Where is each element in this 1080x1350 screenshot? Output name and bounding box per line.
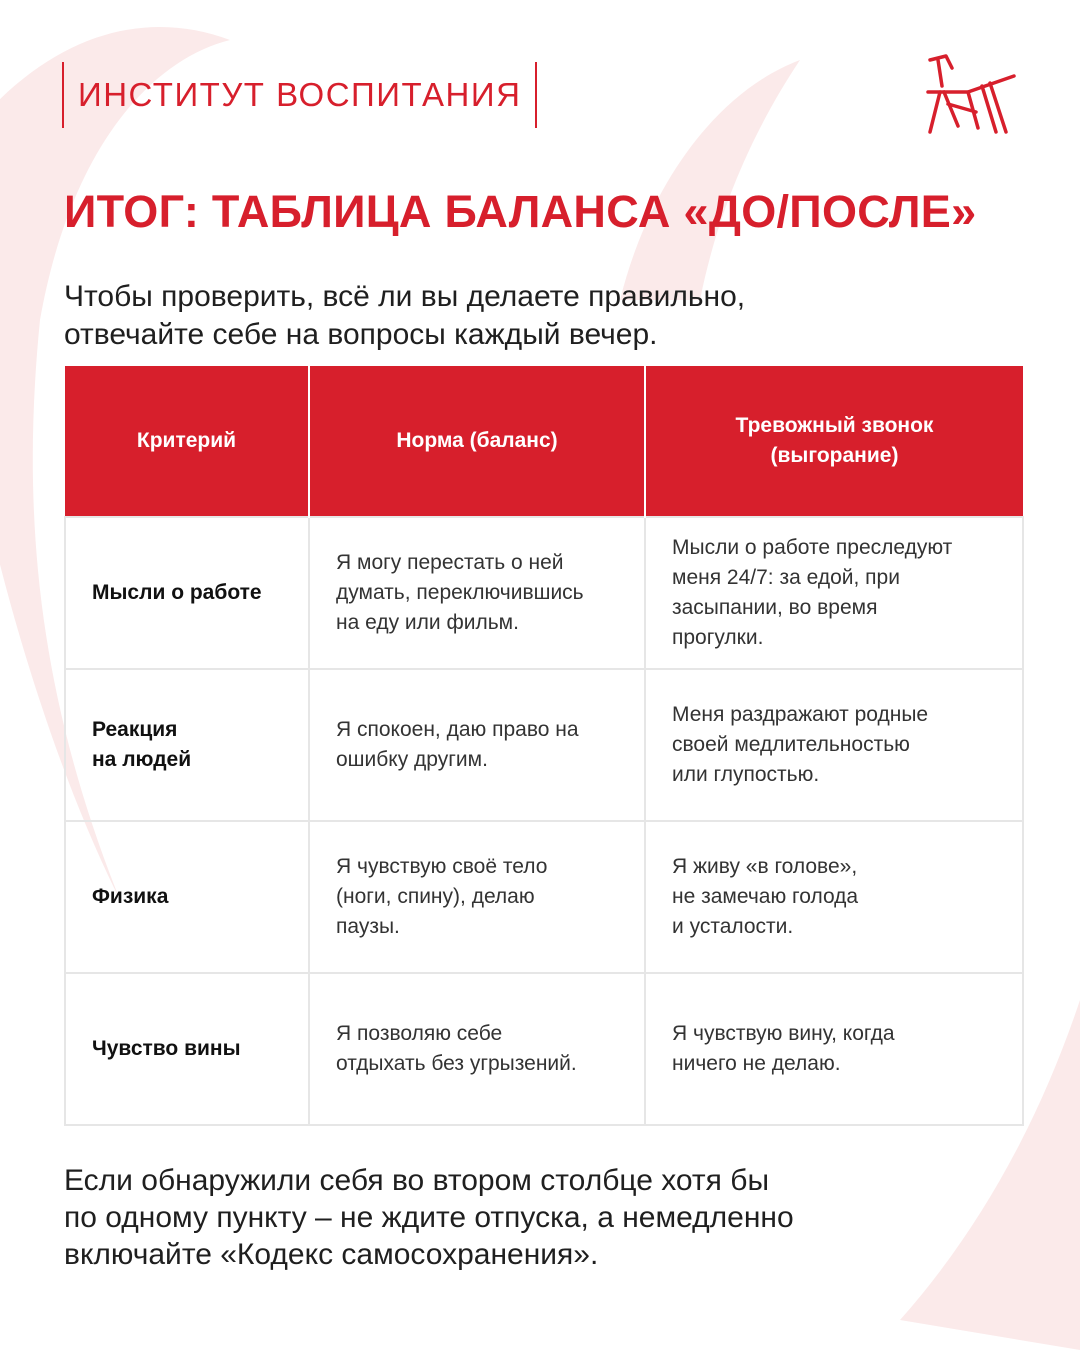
cell-line: Я чувствую вину, когда [672, 1022, 895, 1045]
cell-line: Я позволяю себе [336, 1022, 503, 1045]
conclusion-text [64, 1162, 794, 1273]
norm-cell [309, 973, 645, 1125]
table-row [65, 517, 1023, 669]
intro-text [64, 278, 745, 354]
cell-line: Физика [92, 885, 169, 908]
header-line: (выгорание) [770, 444, 899, 467]
table-row [65, 821, 1023, 973]
criterion-cell [65, 669, 309, 821]
cell-line: Мысли о работе [92, 581, 262, 604]
cell-line: думать, переключившись [336, 581, 584, 604]
cell-line: паузы. [336, 915, 400, 938]
header-criterion [65, 366, 309, 517]
header-alarm [645, 366, 1023, 517]
cell-line: отдыхать без угрызений. [336, 1052, 577, 1075]
alarm-cell [645, 517, 1023, 669]
intro-line: отвечайте себе на вопросы каждый вечер. [64, 318, 658, 351]
header-line: Критерий [136, 429, 237, 452]
norm-cell [309, 517, 645, 669]
header-line: Тревожный звонок [735, 414, 934, 437]
brand-name: ИНСТИТУТ ВОСПИТАНИЯ [78, 76, 522, 113]
table-header-row [65, 366, 1023, 517]
header-norm [309, 366, 645, 517]
cell-line: прогулки. [672, 626, 764, 649]
cell-line: и усталости. [672, 915, 794, 938]
criterion-cell [65, 821, 309, 973]
norm-cell [309, 821, 645, 973]
intro-line: Чтобы проверить, всё ли вы делаете правильно, [64, 280, 746, 313]
conclusion-line: Если обнаружили себя во втором столбце хотя бы [64, 1164, 769, 1197]
cell-line: своей медлительностью [672, 733, 910, 756]
cell-line: Мысли о работе преследуют [672, 536, 953, 559]
balance-table [64, 366, 1024, 1126]
page-title: ИТОГ: ТАБЛИЦА БАЛАНСА «ДО/ПОСЛЕ» [64, 186, 977, 237]
conclusion-line: по одному пункту – не ждите отпуска, а немедленно [64, 1201, 794, 1234]
cell-line: Я чувствую своё тело [336, 855, 548, 878]
cell-line: Я спокоен, даю право на [336, 718, 579, 741]
alarm-cell [645, 821, 1023, 973]
norm-cell [309, 669, 645, 821]
cell-line: на еду или фильм. [336, 611, 519, 634]
cell-line: (ноги, спину), делаю [336, 885, 535, 908]
header-line: Норма (баланс) [396, 429, 558, 452]
table-row [65, 973, 1023, 1125]
table-row [65, 669, 1023, 821]
cell-line: ничего не делаю. [672, 1052, 841, 1075]
cell-line: или глупостью. [672, 763, 820, 786]
conclusion-line: включайте «Кодекс самосохранения». [64, 1238, 599, 1271]
cell-line: Реакция [92, 718, 178, 741]
cell-line: Я могу перестать о ней [336, 551, 564, 574]
alarm-cell [645, 669, 1023, 821]
cell-line: меня 24/7: за едой, при [672, 566, 900, 589]
cell-line: ошибку другим. [336, 748, 488, 771]
brand-block [62, 62, 537, 128]
cell-line: засыпании, во время [672, 596, 878, 619]
cell-line: Я живу «в голове», [672, 855, 858, 878]
cell-line: Меня раздражают родные [672, 703, 929, 726]
criterion-cell [65, 517, 309, 669]
chair-logo-icon [918, 52, 1022, 136]
alarm-cell [645, 973, 1023, 1125]
criterion-cell [65, 973, 309, 1125]
cell-line: не замечаю голода [672, 885, 859, 908]
cell-line: Чувство вины [92, 1037, 241, 1060]
cell-line: на людей [92, 748, 192, 771]
